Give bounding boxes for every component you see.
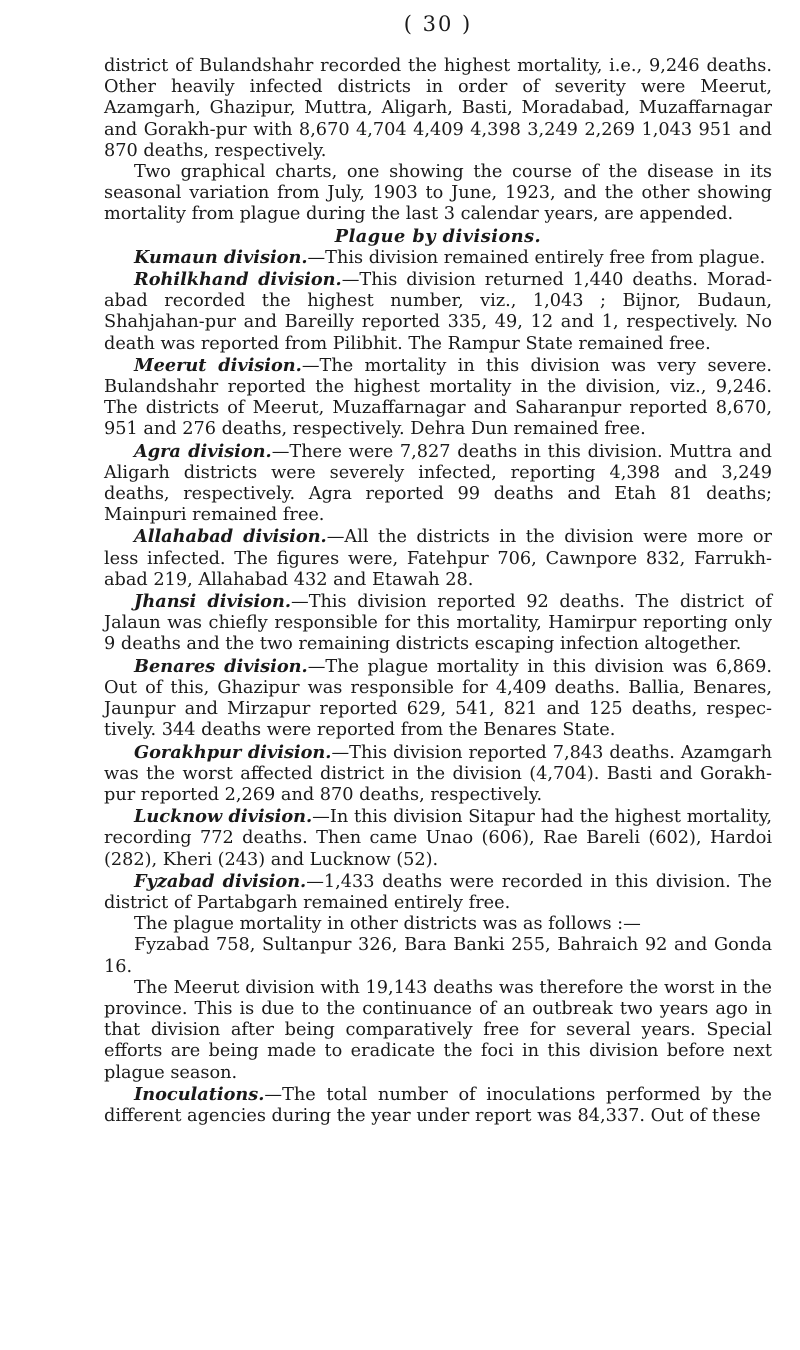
paragraph-lead: Meerut division.	[134, 354, 302, 376]
paragraph-fyzabad	[104, 871, 772, 914]
paragraph-text: Two graphical charts, one showing the course of the disease in its seasonal variation from July, 1903 to June, 1923, and the other showing mortality from plague during the last 3 calendar years, are appended.	[104, 162, 772, 225]
paragraph-text: —The total number of inoculations performed by the different agencies during the year under report was 84,337. Out of these	[104, 1084, 772, 1126]
paragraph-lead: Inoculations.	[134, 1083, 265, 1105]
paragraph-text: —This division reported 92 deaths. The district of Jalaun was chiefly responsible for this mortality, Hamirpur reporting only 9 deaths and the two remaining districts escaping infection altogether.	[104, 592, 772, 655]
paragraph-text: —The mortality in this division was very severe. Bulandshahr reported the highest mortality in the division, viz., 9,246. The districts of Meerut, Muzaffarnagar and Saharanpur reported 8,670, 951 and 276 deaths, respectively. Dehra Dun remained free.	[104, 355, 772, 440]
document-page	[104, 0, 772, 1127]
paragraph-text: The Meerut division with 19,143 deaths was therefore the worst in the province. This is due to the continuance of an outbreak two years ago in that division after being comparatively free for several years. Special efforts are being made to eradicate the foci in this division before next plague season.	[104, 977, 772, 1083]
paragraph-text: Fyzabad 758, Sultanpur 326, Bara Banki 255, Bahraich 92 and Gonda 16.	[104, 935, 772, 977]
paragraph-text: district of Bulandshahr recorded the highest mortality, i.e., 9,246 deaths. Other heavily infected districts in order of severity were Meerut, Azamgarh, Ghazipur, Muttra, Aligarh, Basti, Moradabad, Muzaffarnagar and Gorakh-pur with 8,670 4,704 4,409 4,398 3,249 2,269 1,043 951 and 870 deaths, respectively.	[104, 56, 772, 161]
paragraph-text: —This division reported 7,843 deaths. Azamgarh was the worst affected district in the division (4,704). Basti and Gorakh-pur reported 2,269 and 870 deaths, respectively.	[104, 742, 772, 805]
paragraph-agra	[104, 441, 772, 527]
paragraph-lead: Gorakhpur division.	[134, 741, 332, 763]
paragraph-lead: Rohilkhand division.	[134, 269, 342, 291]
paragraph	[104, 935, 772, 977]
paragraph-lead: Allahabad division.	[134, 526, 327, 548]
paragraph-gorakhpur	[104, 742, 772, 807]
section-heading: Plague by divisions.	[334, 225, 542, 247]
paragraph-text: —The plague mortality in this division was 6,869. Out of this, Ghazipur was responsible for 4,409 deaths. Ballia, Benares, Jaunpur and Mirzapur reported 629, 541, 821 and 125 deaths, respec-tively. 344 deaths were reported from the Benares State.	[104, 656, 772, 741]
paragraph-text: —All the districts in the division were more or less infected. The figures were, Fatehpur 706, Cawnpore 832, Farrukh-abad 219, Allahabad 432 and Etawah 28.	[104, 527, 773, 590]
paragraph	[104, 56, 772, 162]
paragraph-text: —This division remained entirely free from plague.	[307, 247, 766, 268]
paragraph	[104, 914, 772, 935]
paragraph-text: The plague mortality in other districts was as follows :—	[134, 914, 641, 935]
paragraph-kumaun	[104, 247, 772, 269]
paragraph-text: —There were 7,827 deaths in this division. Muttra and Aligarh districts were severely infected, reporting 4,398 and 3,249 deaths, respectively. Agra reported 99 deaths and Etah 81 deaths; Mainpuri remained free.	[104, 441, 773, 526]
paragraph-lead: Agra division.	[134, 440, 272, 462]
paragraph-benares	[104, 656, 772, 742]
paragraph-lead: Kumaun division.	[134, 246, 308, 268]
paragraph-rohilkhand	[104, 269, 772, 355]
paragraph-lead: Fyzabad division.	[134, 870, 307, 892]
paragraph-inoculations	[104, 1084, 772, 1127]
paragraph-lead: Jhansi division.	[134, 591, 291, 613]
paragraph-text: —This division returned 1,440 deaths. Morad-abad recorded the highest number, viz., 1,043 ; Bijnor, Budaun, Shahjahan-pur and Bareilly reported 335, 49, 12 and 1, respectively. No death was reported from Pilibhit. The Rampur State remained free.	[104, 270, 772, 354]
paragraph-meerut	[104, 355, 772, 441]
paragraph-jhansi	[104, 591, 772, 656]
paragraph-text: —1,433 deaths were recorded in this division. The district of Partabgarh remained entirely free.	[104, 871, 772, 913]
paragraph	[104, 162, 772, 226]
page-number: ( 30 )	[403, 12, 473, 36]
paragraph-lead: Benares division.	[134, 655, 308, 677]
body-text	[104, 56, 772, 1127]
paragraph-allahabad	[104, 526, 772, 591]
paragraph	[104, 978, 772, 1084]
paragraph-lead: Lucknow division.	[134, 806, 313, 828]
paragraph-lucknow	[104, 806, 772, 871]
paragraph-text: —In this division Sitapur had the highest mortality, recording 772 deaths. Then came Unao (606), Rae Bareli (602), Hardoi (282), Kheri (243) and Lucknow (52).	[104, 807, 773, 870]
